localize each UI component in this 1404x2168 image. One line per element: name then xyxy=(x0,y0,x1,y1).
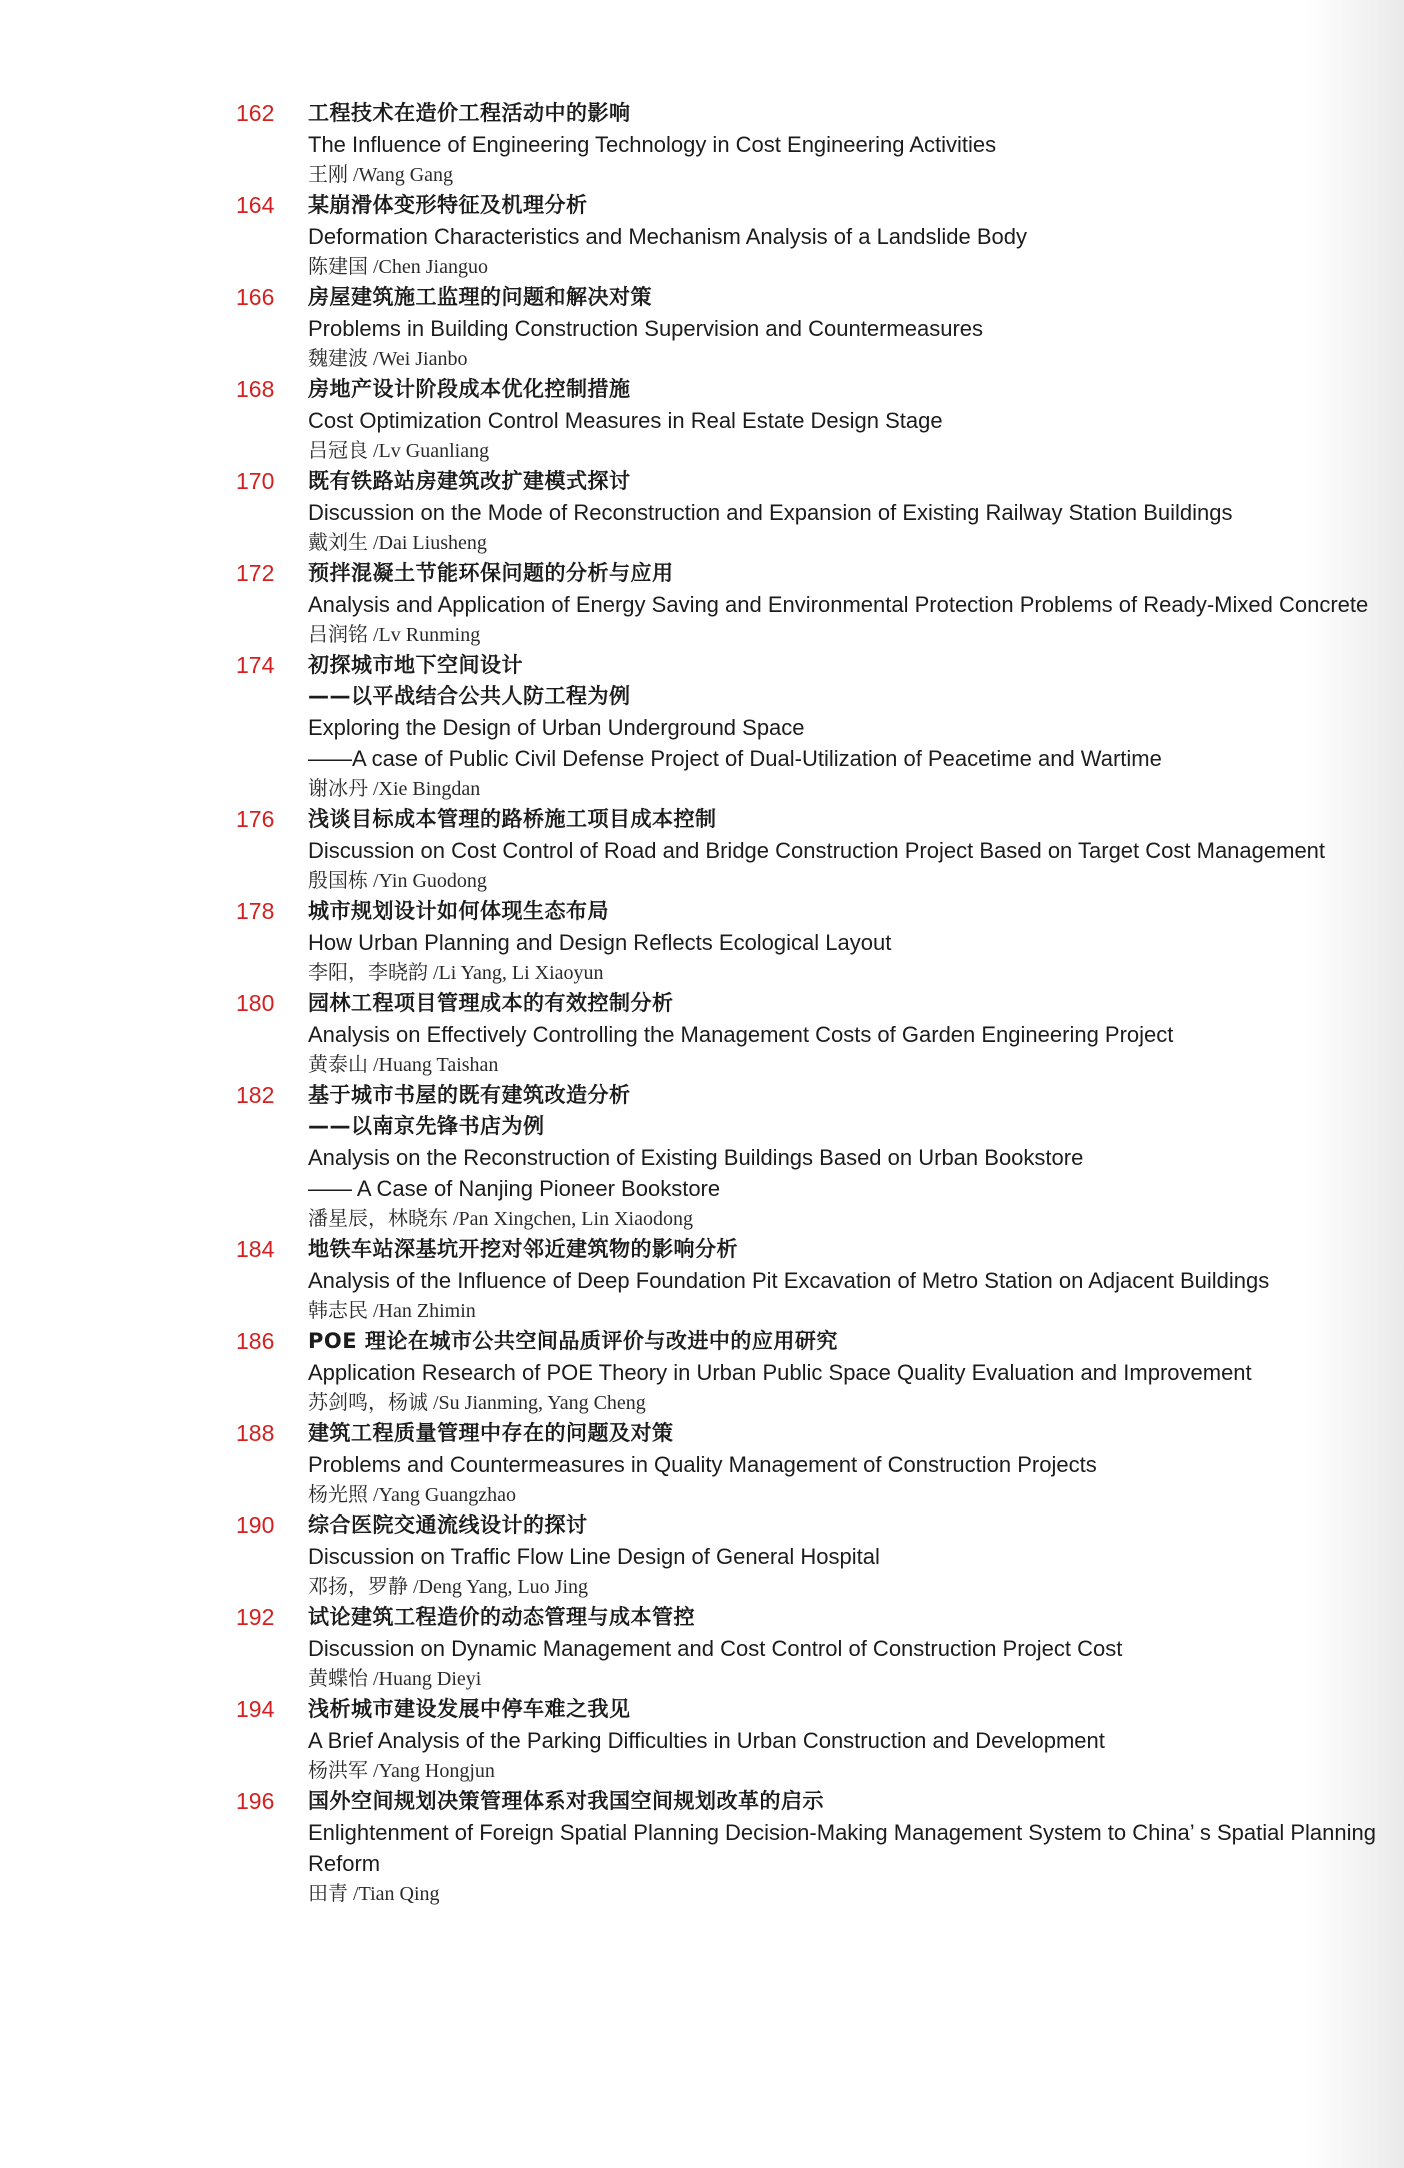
page-number: 162 xyxy=(236,100,275,126)
page-number: 192 xyxy=(236,1604,275,1630)
chinese-title: 工程技术在造价工程活动中的影响 xyxy=(308,101,631,125)
toc-entry xyxy=(236,1080,1376,1234)
chinese-title: 浅析城市建设发展中停车难之我见 xyxy=(308,1697,631,1721)
author: 魏建波 /Wei Jianbo xyxy=(308,348,468,370)
author: 谢冰丹 /Xie Bingdan xyxy=(308,778,481,800)
toc-entry xyxy=(236,1234,1376,1326)
chinese-title: 某崩滑体变形特征及机理分析 xyxy=(308,193,588,217)
author: 殷国栋 /Yin Guodong xyxy=(308,870,487,892)
page-number: 186 xyxy=(236,1328,275,1354)
author: 王刚 /Wang Gang xyxy=(308,164,454,186)
page-number: 166 xyxy=(236,284,275,310)
chinese-title: 园林工程项目管理成本的有效控制分析 xyxy=(308,991,674,1015)
toc-entry xyxy=(236,1510,1376,1602)
english-title: Analysis on the Reconstruction of Existing Buildings Based on Urban Bookstore xyxy=(308,1145,1084,1170)
english-title: The Influence of Engineering Technology in Cost Engineering Activities xyxy=(308,132,997,157)
author: 杨光照 /Yang Guangzhao xyxy=(308,1484,516,1506)
page-number: 174 xyxy=(236,652,275,678)
english-title: Application Research of POE Theory in Urban Public Space Quality Evaluation and Improvement xyxy=(308,1360,1252,1385)
author: 戴刘生 /Dai Liusheng xyxy=(308,532,487,554)
page-number: 176 xyxy=(236,806,275,832)
toc-entry xyxy=(236,1786,1376,1909)
chinese-title: POE 理论在城市公共空间品质评价与改进中的应用研究 xyxy=(308,1329,838,1353)
chinese-title: 初探城市地下空间设计 xyxy=(308,653,523,677)
english-title: Discussion on the Mode of Reconstruction and Expansion of Existing Railway Station Buildings xyxy=(308,500,1233,525)
author: 黄蝶怡 /Huang Dieyi xyxy=(308,1668,482,1690)
toc-entry xyxy=(236,650,1376,804)
page-number: 188 xyxy=(236,1420,275,1446)
toc-entry xyxy=(236,804,1376,896)
author: 杨洪军 /Yang Hongjun xyxy=(308,1760,495,1782)
chinese-title: 预拌混凝土节能环保问题的分析与应用 xyxy=(308,561,674,585)
english-subtitle: ——A case of Public Civil Defense Project of Dual-Utilization of Peacetime and Wartime xyxy=(308,746,1162,771)
english-title: Problems in Building Construction Supervision and Countermeasures xyxy=(308,316,984,341)
english-title: Deformation Characteristics and Mechanism Analysis of a Landslide Body xyxy=(308,224,1028,249)
english-title: Enlightenment of Foreign Spatial Planning Decision-Making Management System to China’ s Spatial Planning Reform xyxy=(308,1820,1376,1876)
author: 吕冠良 /Lv Guanliang xyxy=(308,440,490,462)
toc-entry xyxy=(236,558,1376,650)
author: 韩志民 /Han Zhimin xyxy=(308,1300,476,1322)
toc-entry xyxy=(236,1602,1376,1694)
page-number: 184 xyxy=(236,1236,275,1262)
chinese-title: 建筑工程质量管理中存在的问题及对策 xyxy=(308,1421,674,1445)
chinese-title: 浅谈目标成本管理的路桥施工项目成本控制 xyxy=(308,807,717,831)
toc-entry xyxy=(236,1694,1376,1786)
toc-entry xyxy=(236,466,1376,558)
toc-entry xyxy=(236,1418,1376,1510)
english-title: Discussion on Cost Control of Road and Bridge Construction Project Based on Target Cost Management xyxy=(308,838,1326,863)
author: 邓扬，罗静 /Deng Yang, Luo Jing xyxy=(308,1576,589,1598)
english-title: Exploring the Design of Urban Underground Space xyxy=(308,715,805,740)
english-title: Discussion on Traffic Flow Line Design of General Hospital xyxy=(308,1544,880,1569)
chinese-title: 综合医院交通流线设计的探讨 xyxy=(308,1513,588,1537)
author: 田青 /Tian Qing xyxy=(308,1883,440,1905)
page-number: 170 xyxy=(236,468,275,494)
chinese-title: 房地产设计阶段成本优化控制措施 xyxy=(308,377,631,401)
page-number: 178 xyxy=(236,898,275,924)
chinese-subtitle: ——以平战结合公共人防工程为例 xyxy=(308,684,631,708)
chinese-title: 国外空间规划决策管理体系对我国空间规划改革的启示 xyxy=(308,1789,824,1813)
english-title: Analysis of the Influence of Deep Foundation Pit Excavation of Metro Station on Adjacent Buildings xyxy=(308,1268,1270,1293)
english-title: A Brief Analysis of the Parking Difficulties in Urban Construction and Development xyxy=(308,1728,1105,1753)
chinese-title: 基于城市书屋的既有建筑改造分析 xyxy=(308,1083,631,1107)
toc-entry xyxy=(236,1326,1376,1418)
page-number: 172 xyxy=(236,560,275,586)
toc-entry xyxy=(236,374,1376,466)
chinese-title: 地铁车站深基坑开挖对邻近建筑物的影响分析 xyxy=(308,1237,738,1261)
chinese-title: 城市规划设计如何体现生态布局 xyxy=(308,899,609,923)
author: 潘星辰，林晓东 /Pan Xingchen, Lin Xiaodong xyxy=(308,1208,693,1230)
page-number: 196 xyxy=(236,1788,275,1814)
toc-entry xyxy=(236,282,1376,374)
english-title: Cost Optimization Control Measures in Real Estate Design Stage xyxy=(308,408,943,433)
toc-entry xyxy=(236,98,1376,190)
english-title: Analysis on Effectively Controlling the Management Costs of Garden Engineering Project xyxy=(308,1022,1174,1047)
english-title: How Urban Planning and Design Reflects Ecological Layout xyxy=(308,930,892,955)
author: 吕润铭 /Lv Runming xyxy=(308,624,481,646)
page-number: 194 xyxy=(236,1696,275,1722)
author: 黄泰山 /Huang Taishan xyxy=(308,1054,499,1076)
english-title: Analysis and Application of Energy Saving and Environmental Protection Problems of Ready-Mixed Concrete xyxy=(308,592,1369,617)
author: 陈建国 /Chen Jianguo xyxy=(308,256,488,278)
toc-entry xyxy=(236,896,1376,988)
chinese-title: 房屋建筑施工监理的问题和解决对策 xyxy=(308,285,652,309)
chinese-title: 既有铁路站房建筑改扩建模式探讨 xyxy=(308,469,631,493)
page-number: 168 xyxy=(236,376,275,402)
author: 李阳，李晓韵 /Li Yang, Li Xiaoyun xyxy=(308,962,604,984)
chinese-subtitle: ——以南京先锋书店为例 xyxy=(308,1114,545,1138)
page-number: 164 xyxy=(236,192,275,218)
english-subtitle: —— A Case of Nanjing Pioneer Bookstore xyxy=(308,1176,721,1201)
page-number: 190 xyxy=(236,1512,275,1538)
table-of-contents xyxy=(236,98,1376,1909)
chinese-title: 试论建筑工程造价的动态管理与成本管控 xyxy=(308,1605,695,1629)
english-title: Discussion on Dynamic Management and Cost Control of Construction Project Cost xyxy=(308,1636,1123,1661)
toc-entry xyxy=(236,988,1376,1080)
page-number: 182 xyxy=(236,1082,275,1108)
author: 苏剑鸣，杨诚 /Su Jianming, Yang Cheng xyxy=(308,1392,646,1414)
toc-entry xyxy=(236,190,1376,282)
english-title: Problems and Countermeasures in Quality Management of Construction Projects xyxy=(308,1452,1097,1477)
page-number: 180 xyxy=(236,990,275,1016)
